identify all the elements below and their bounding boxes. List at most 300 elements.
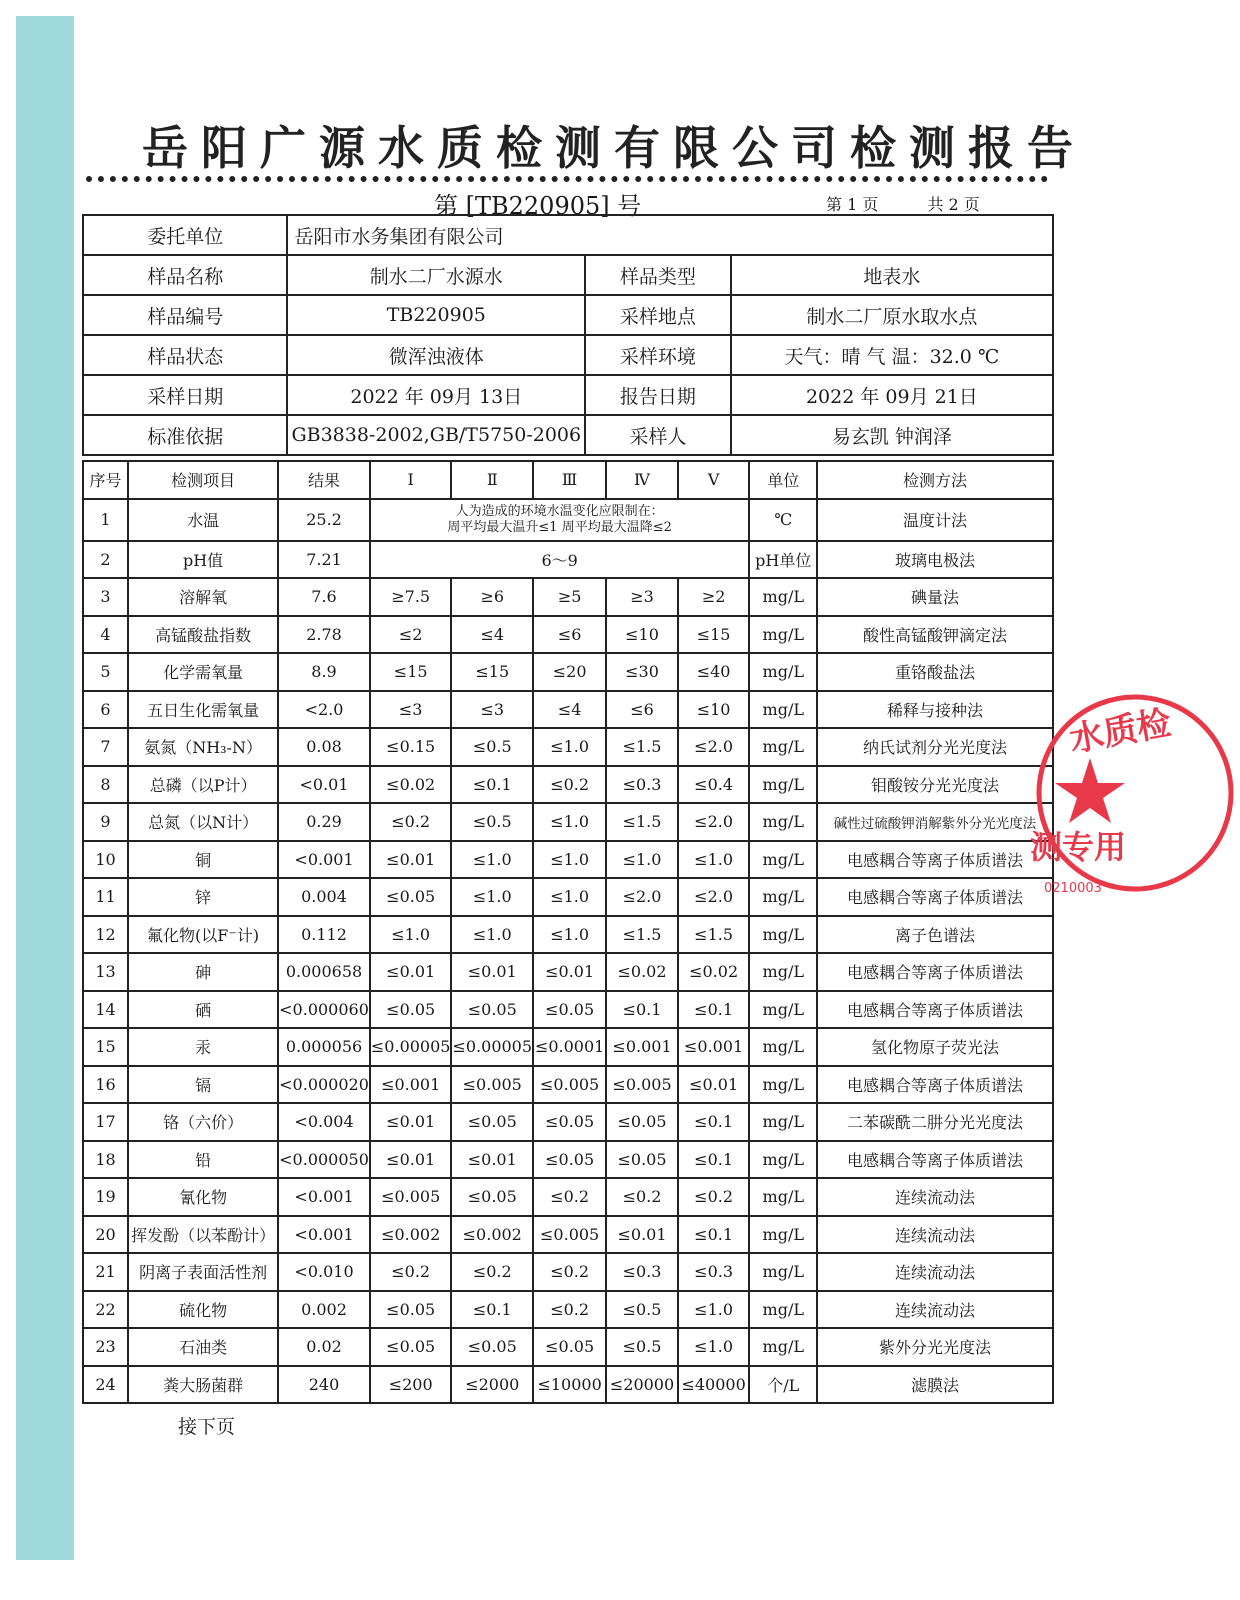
- table-row: [83, 991, 1053, 1029]
- row-method: 电感耦合等离子体质谱法: [817, 1066, 1053, 1104]
- limit-class-4: ≤20000: [606, 1366, 678, 1404]
- row-item: 石油类: [128, 1328, 278, 1366]
- table-row: [83, 499, 1053, 541]
- report-page: [74, 0, 1163, 1600]
- row-item: 镉: [128, 1066, 278, 1104]
- svg-text:0210003: 0210003: [1044, 881, 1102, 896]
- limit-class-1: ≤0.01: [370, 953, 452, 991]
- limit-class-1: ≤0.05: [370, 1328, 452, 1366]
- sampler-label: 采样人: [585, 415, 731, 455]
- limit-class-4: ≤1.5: [606, 728, 678, 766]
- limit-class-5: ≤0.02: [678, 953, 750, 991]
- limit-class-1: ≤0.01: [370, 1141, 452, 1179]
- date-label: 采样日期: [83, 375, 287, 415]
- table-row: [83, 1103, 1053, 1141]
- limit-class-2: ≤15: [451, 653, 533, 691]
- svg-text:测专用: 测专用: [1030, 828, 1127, 866]
- table-row: [83, 691, 1053, 729]
- row-no: 16: [83, 1066, 128, 1104]
- table-row: [83, 953, 1053, 991]
- limit-class-4: ≤0.1: [606, 991, 678, 1029]
- limit-class-2: ≤0.05: [451, 1328, 533, 1366]
- header-cell: Ⅴ: [678, 461, 750, 499]
- limit-class-2: ≤1.0: [451, 878, 533, 916]
- limit-class-4: ≤0.02: [606, 953, 678, 991]
- limit-class-2: ≤0.002: [451, 1216, 533, 1254]
- row-result: 7.6: [278, 578, 370, 616]
- row-result: <0.000050: [278, 1141, 370, 1179]
- limit-line-1: 人为造成的环境水温变化应限制在：: [455, 503, 664, 519]
- table-row: [83, 1216, 1053, 1254]
- limit-class-5: ≤1.5: [678, 916, 750, 954]
- row-method: 连续流动法: [817, 1178, 1053, 1216]
- table-row: [83, 1028, 1053, 1066]
- table-row: [83, 916, 1053, 954]
- row-unit: ℃: [749, 499, 817, 541]
- svg-text:水质检: 水质检: [1066, 703, 1175, 761]
- row-item: 高锰酸盐指数: [128, 616, 278, 654]
- row-limit: [370, 499, 750, 541]
- sample-name-value: 制水二厂水源水: [287, 255, 585, 295]
- table-row: [83, 1291, 1053, 1329]
- row-result: 8.9: [278, 653, 370, 691]
- limit-class-5: ≤2.0: [678, 728, 750, 766]
- limit-class-3: ≤0.2: [533, 766, 606, 804]
- row-no: 17: [83, 1103, 128, 1141]
- limit-class-4: ≤0.5: [606, 1328, 678, 1366]
- row-result: <0.001: [278, 1178, 370, 1216]
- row-no: 10: [83, 841, 128, 879]
- limit-class-4: ≤0.2: [606, 1178, 678, 1216]
- limit-class-3: ≤20: [533, 653, 606, 691]
- header-row: [83, 461, 1053, 499]
- row-unit: mg/L: [749, 1103, 817, 1141]
- header-cell: Ⅳ: [606, 461, 678, 499]
- limit-class-3: ≤0.05: [533, 1328, 606, 1366]
- row-no: 6: [83, 691, 128, 729]
- limit-class-5: ≤0.1: [678, 991, 750, 1029]
- info-row: [83, 415, 1053, 455]
- limit-class-4: ≤30: [606, 653, 678, 691]
- limit-class-5: ≤40: [678, 653, 750, 691]
- limit-class-1: ≥7.5: [370, 578, 452, 616]
- row-no: 24: [83, 1366, 128, 1404]
- limit-class-1: ≤0.2: [370, 1253, 452, 1291]
- row-no: 11: [83, 878, 128, 916]
- header-cell: 单位: [749, 461, 817, 499]
- limit-class-3: ≤0.05: [533, 1103, 606, 1141]
- row-method: 连续流动法: [817, 1216, 1053, 1254]
- row-no: 4: [83, 616, 128, 654]
- client-value: 岳阳市水务集团有限公司: [287, 215, 1053, 255]
- limit-class-1: ≤0.05: [370, 878, 452, 916]
- limit-class-4: ≥3: [606, 578, 678, 616]
- row-item: 化学需氧量: [128, 653, 278, 691]
- limit-class-4: ≤0.3: [606, 1253, 678, 1291]
- limit-class-2: ≤1.0: [451, 841, 533, 879]
- info-row: [83, 375, 1053, 415]
- limit-class-4: ≤0.5: [606, 1291, 678, 1329]
- limit-class-2: ≤0.05: [451, 1178, 533, 1216]
- table-row: [83, 1066, 1053, 1104]
- limit-class-5: ≤0.1: [678, 1216, 750, 1254]
- row-item: 铅: [128, 1141, 278, 1179]
- row-result: <0.001: [278, 841, 370, 879]
- limit-class-3: ≤0.2: [533, 1178, 606, 1216]
- limit-class-2: ≤0.05: [451, 991, 533, 1029]
- row-method: 酸性高锰酸钾滴定法: [817, 616, 1053, 654]
- row-item: 氟化物(以F⁻计): [128, 916, 278, 954]
- limit-class-2: ≤3: [451, 691, 533, 729]
- limit-class-1: ≤0.00005: [370, 1028, 452, 1066]
- table-row: [83, 728, 1053, 766]
- row-no: 13: [83, 953, 128, 991]
- limit-class-4: ≤1.0: [606, 841, 678, 879]
- row-item: 汞: [128, 1028, 278, 1066]
- limit-class-4: ≤10: [606, 616, 678, 654]
- limit-class-5: ≤1.0: [678, 1291, 750, 1329]
- left-margin-stripe: [16, 16, 74, 1560]
- row-no: 12: [83, 916, 128, 954]
- row-method: 电感耦合等离子体质谱法: [817, 841, 1053, 879]
- limit-class-1: ≤0.01: [370, 1103, 452, 1141]
- row-unit: mg/L: [749, 1328, 817, 1366]
- limit-class-1: ≤0.002: [370, 1216, 452, 1254]
- row-result: 240: [278, 1366, 370, 1404]
- row-method: 稀释与接种法: [817, 691, 1053, 729]
- date-value: 2022 年 09月 13日: [287, 375, 585, 415]
- row-limit: 6～9: [370, 541, 750, 579]
- limit-class-3: ≤1.0: [533, 841, 606, 879]
- row-result: 0.000056: [278, 1028, 370, 1066]
- limit-class-2: ≤0.005: [451, 1066, 533, 1104]
- limit-class-3: ≤0.2: [533, 1253, 606, 1291]
- row-unit: mg/L: [749, 841, 817, 879]
- table-row: [83, 1253, 1053, 1291]
- limit-class-3: ≤0.05: [533, 1141, 606, 1179]
- sample-no-value: TB220905: [287, 295, 585, 335]
- row-method: 玻璃电极法: [817, 541, 1053, 579]
- limit-line-2: 周平均最大温升≤1 周平均最大温降≤2: [447, 519, 672, 535]
- limit-class-1: ≤0.05: [370, 1291, 452, 1329]
- row-unit: mg/L: [749, 653, 817, 691]
- row-result: 0.08: [278, 728, 370, 766]
- limit-class-4: ≤0.05: [606, 1103, 678, 1141]
- state-label: 样品状态: [83, 335, 287, 375]
- row-unit: mg/L: [749, 1291, 817, 1329]
- row-item: 总氮（以N计）: [128, 803, 278, 841]
- row-unit: mg/L: [749, 953, 817, 991]
- table-row: [83, 578, 1053, 616]
- row-no: 3: [83, 578, 128, 616]
- row-method: 碘量法: [817, 578, 1053, 616]
- limit-class-2: ≤2000: [451, 1366, 533, 1404]
- header-cell: 检测项目: [128, 461, 278, 499]
- sample-name-label: 样品名称: [83, 255, 287, 295]
- limit-class-5: ≤15: [678, 616, 750, 654]
- state-value: 微浑浊液体: [287, 335, 585, 375]
- limit-class-1: ≤15: [370, 653, 452, 691]
- sample-type-label: 样品类型: [585, 255, 731, 295]
- limit-class-3: ≤0.005: [533, 1066, 606, 1104]
- row-unit: mg/L: [749, 616, 817, 654]
- row-method: 二苯碳酰二肼分光光度法: [817, 1103, 1053, 1141]
- continued-note: 接下页: [178, 1416, 236, 1438]
- row-unit: mg/L: [749, 991, 817, 1029]
- limit-class-1: ≤0.2: [370, 803, 452, 841]
- std-value: GB3838-2002,GB/T5750-2006: [287, 415, 585, 455]
- row-unit: mg/L: [749, 916, 817, 954]
- row-result: <0.004: [278, 1103, 370, 1141]
- row-item: 硫化物: [128, 1291, 278, 1329]
- std-label: 标准依据: [83, 415, 287, 455]
- limit-class-2: ≤0.01: [451, 953, 533, 991]
- row-item: 粪大肠菌群: [128, 1366, 278, 1404]
- page-number: 第 1 页: [826, 195, 879, 214]
- row-unit: mg/L: [749, 1253, 817, 1291]
- table-row: [83, 841, 1053, 879]
- limit-class-5: ≤0.4: [678, 766, 750, 804]
- row-no: 19: [83, 1178, 128, 1216]
- row-item: 氨氮（NH₃-N）: [128, 728, 278, 766]
- table-row: [83, 1141, 1053, 1179]
- row-method: 电感耦合等离子体质谱法: [817, 953, 1053, 991]
- limit-class-1: ≤0.001: [370, 1066, 452, 1104]
- row-no: 1: [83, 499, 128, 541]
- site-value: 制水二厂原水取水点: [731, 295, 1053, 335]
- row-method: 重铬酸盐法: [817, 653, 1053, 691]
- limit-class-3: ≥5: [533, 578, 606, 616]
- row-result: 7.21: [278, 541, 370, 579]
- limit-class-2: ≤0.5: [451, 728, 533, 766]
- limit-class-4: ≤2.0: [606, 878, 678, 916]
- table-row: [83, 1178, 1053, 1216]
- row-method: 离子色谱法: [817, 916, 1053, 954]
- limit-class-3: ≤1.0: [533, 803, 606, 841]
- limit-class-2: ≤0.1: [451, 766, 533, 804]
- limit-class-3: ≤0.05: [533, 991, 606, 1029]
- limit-class-2: ≤4: [451, 616, 533, 654]
- row-item: 铜: [128, 841, 278, 879]
- limit-class-1: ≤0.005: [370, 1178, 452, 1216]
- limit-class-1: ≤200: [370, 1366, 452, 1404]
- header-cell: 结果: [278, 461, 370, 499]
- limit-class-3: ≤0.005: [533, 1216, 606, 1254]
- row-item: 水温: [128, 499, 278, 541]
- limit-class-5: ≤2.0: [678, 803, 750, 841]
- limit-class-2: ≤0.5: [451, 803, 533, 841]
- limit-class-5: ≤1.0: [678, 1328, 750, 1366]
- header-cell: 序号: [83, 461, 128, 499]
- limit-class-2: ≤1.0: [451, 916, 533, 954]
- header-cell: Ⅲ: [533, 461, 606, 499]
- row-unit: mg/L: [749, 691, 817, 729]
- limit-class-4: ≤0.3: [606, 766, 678, 804]
- limit-class-4: ≤1.5: [606, 803, 678, 841]
- table-row: [83, 1366, 1053, 1404]
- row-no: 22: [83, 1291, 128, 1329]
- row-method: 电感耦合等离子体质谱法: [817, 878, 1053, 916]
- row-unit: mg/L: [749, 766, 817, 804]
- row-method: 钼酸铵分光光度法: [817, 766, 1053, 804]
- limit-class-5: ≤0.2: [678, 1178, 750, 1216]
- info-row: [83, 255, 1053, 295]
- limit-class-3: ≤1.0: [533, 728, 606, 766]
- table-row: [83, 878, 1053, 916]
- page-total: 共 2 页: [927, 195, 980, 214]
- limit-class-1: ≤1.0: [370, 916, 452, 954]
- row-unit: mg/L: [749, 803, 817, 841]
- row-method: 连续流动法: [817, 1291, 1053, 1329]
- row-item: 溶解氧: [128, 578, 278, 616]
- row-method: 纳氏试剂分光光度法: [817, 728, 1053, 766]
- limit-class-3: ≤1.0: [533, 916, 606, 954]
- row-result: 0.112: [278, 916, 370, 954]
- limit-class-5: ≥2: [678, 578, 750, 616]
- row-method: 滤膜法: [817, 1366, 1053, 1404]
- limit-class-4: ≤0.05: [606, 1141, 678, 1179]
- report-title: 岳阳广源水质检测有限公司检测报告: [142, 121, 1086, 175]
- row-no: 20: [83, 1216, 128, 1254]
- table-row: [83, 653, 1053, 691]
- limit-class-4: ≤0.005: [606, 1066, 678, 1104]
- sample-type-value: 地表水: [731, 255, 1053, 295]
- row-no: 8: [83, 766, 128, 804]
- row-result: 0.002: [278, 1291, 370, 1329]
- row-result: 25.2: [278, 499, 370, 541]
- info-row: [83, 215, 1053, 255]
- limit-class-2: ≤0.1: [451, 1291, 533, 1329]
- row-result: 0.29: [278, 803, 370, 841]
- company-seal: [1030, 688, 1240, 898]
- row-result: 2.78: [278, 616, 370, 654]
- row-method: 碱性过硫酸钾消解紫外分光光度法: [817, 803, 1053, 841]
- limit-class-3: ≤0.0001: [533, 1028, 606, 1066]
- limit-class-3: ≤4: [533, 691, 606, 729]
- row-no: 23: [83, 1328, 128, 1366]
- row-unit: mg/L: [749, 1216, 817, 1254]
- sample-info-table: [82, 214, 1054, 456]
- limit-class-4: ≤1.5: [606, 916, 678, 954]
- row-item: 氰化物: [128, 1178, 278, 1216]
- limit-class-4: ≤6: [606, 691, 678, 729]
- row-item: 挥发酚（以苯酚计）: [128, 1216, 278, 1254]
- row-no: 7: [83, 728, 128, 766]
- header-cell: Ⅱ: [451, 461, 533, 499]
- report-date-label: 报告日期: [585, 375, 731, 415]
- row-result: <0.000060: [278, 991, 370, 1029]
- row-method: 电感耦合等离子体质谱法: [817, 1141, 1053, 1179]
- limit-class-2: ≤0.05: [451, 1103, 533, 1141]
- limit-class-5: ≤0.001: [678, 1028, 750, 1066]
- client-label: 委托单位: [83, 215, 287, 255]
- row-item: 砷: [128, 953, 278, 991]
- limit-class-5: ≤40000: [678, 1366, 750, 1404]
- env-label: 采样环境: [585, 335, 731, 375]
- sample-no-label: 样品编号: [83, 295, 287, 335]
- limit-class-1: ≤3: [370, 691, 452, 729]
- results-table: [82, 460, 1054, 1404]
- row-unit: mg/L: [749, 878, 817, 916]
- row-item: 锌: [128, 878, 278, 916]
- limit-class-5: ≤10: [678, 691, 750, 729]
- limit-class-3: ≤1.0: [533, 878, 606, 916]
- limit-class-5: ≤0.3: [678, 1253, 750, 1291]
- info-row: [83, 295, 1053, 335]
- limit-class-5: ≤1.0: [678, 841, 750, 879]
- row-result: <2.0: [278, 691, 370, 729]
- row-unit: mg/L: [749, 1028, 817, 1066]
- site-label: 采样地点: [585, 295, 731, 335]
- row-item: 硒: [128, 991, 278, 1029]
- limit-class-5: ≤0.1: [678, 1103, 750, 1141]
- row-result: <0.000020: [278, 1066, 370, 1104]
- header-cell: Ⅰ: [370, 461, 452, 499]
- table-row: [83, 803, 1053, 841]
- limit-class-1: ≤0.15: [370, 728, 452, 766]
- limit-class-4: ≤0.001: [606, 1028, 678, 1066]
- table-row: [83, 766, 1053, 804]
- row-result: 0.02: [278, 1328, 370, 1366]
- limit-class-3: ≤10000: [533, 1366, 606, 1404]
- limit-class-2: ≥6: [451, 578, 533, 616]
- table-row: [83, 616, 1053, 654]
- table-row: [83, 541, 1053, 579]
- limit-class-2: ≤0.01: [451, 1141, 533, 1179]
- row-item: pH值: [128, 541, 278, 579]
- row-unit: mg/L: [749, 578, 817, 616]
- limit-class-2: ≤0.2: [451, 1253, 533, 1291]
- report-number: 第 [TB220905] 号: [434, 192, 642, 220]
- row-unit: mg/L: [749, 728, 817, 766]
- row-method: 连续流动法: [817, 1253, 1053, 1291]
- row-no: 9: [83, 803, 128, 841]
- limit-class-5: ≤0.1: [678, 1141, 750, 1179]
- table-row: [83, 1328, 1053, 1366]
- limit-class-3: ≤0.01: [533, 953, 606, 991]
- row-no: 14: [83, 991, 128, 1029]
- row-no: 18: [83, 1141, 128, 1179]
- limit-class-5: ≤2.0: [678, 878, 750, 916]
- env-value: 天气：晴 气 温：32.0 ℃: [731, 335, 1053, 375]
- row-method: 电感耦合等离子体质谱法: [817, 991, 1053, 1029]
- limit-class-1: ≤0.02: [370, 766, 452, 804]
- row-item: 总磷（以P计）: [128, 766, 278, 804]
- row-item: 阴离子表面活性剂: [128, 1253, 278, 1291]
- row-no: 2: [83, 541, 128, 579]
- row-method: 氢化物原子荧光法: [817, 1028, 1053, 1066]
- row-method: 温度计法: [817, 499, 1053, 541]
- row-unit: mg/L: [749, 1178, 817, 1216]
- sampler-value: 易玄凯 钟润泽: [731, 415, 1053, 455]
- row-no: 5: [83, 653, 128, 691]
- row-result: 0.004: [278, 878, 370, 916]
- row-no: 15: [83, 1028, 128, 1066]
- limit-class-4: ≤0.01: [606, 1216, 678, 1254]
- limit-class-2: ≤0.00005: [451, 1028, 533, 1066]
- info-row: [83, 335, 1053, 375]
- row-result: <0.001: [278, 1216, 370, 1254]
- limit-class-1: ≤2: [370, 616, 452, 654]
- row-unit: pH单位: [749, 541, 817, 579]
- row-unit: mg/L: [749, 1141, 817, 1179]
- row-unit: 个/L: [749, 1366, 817, 1404]
- row-result: <0.01: [278, 766, 370, 804]
- limit-class-1: ≤0.01: [370, 841, 452, 879]
- limit-class-3: ≤0.2: [533, 1291, 606, 1329]
- report-date-value: 2022 年 09月 21日: [731, 375, 1053, 415]
- limit-class-1: ≤0.05: [370, 991, 452, 1029]
